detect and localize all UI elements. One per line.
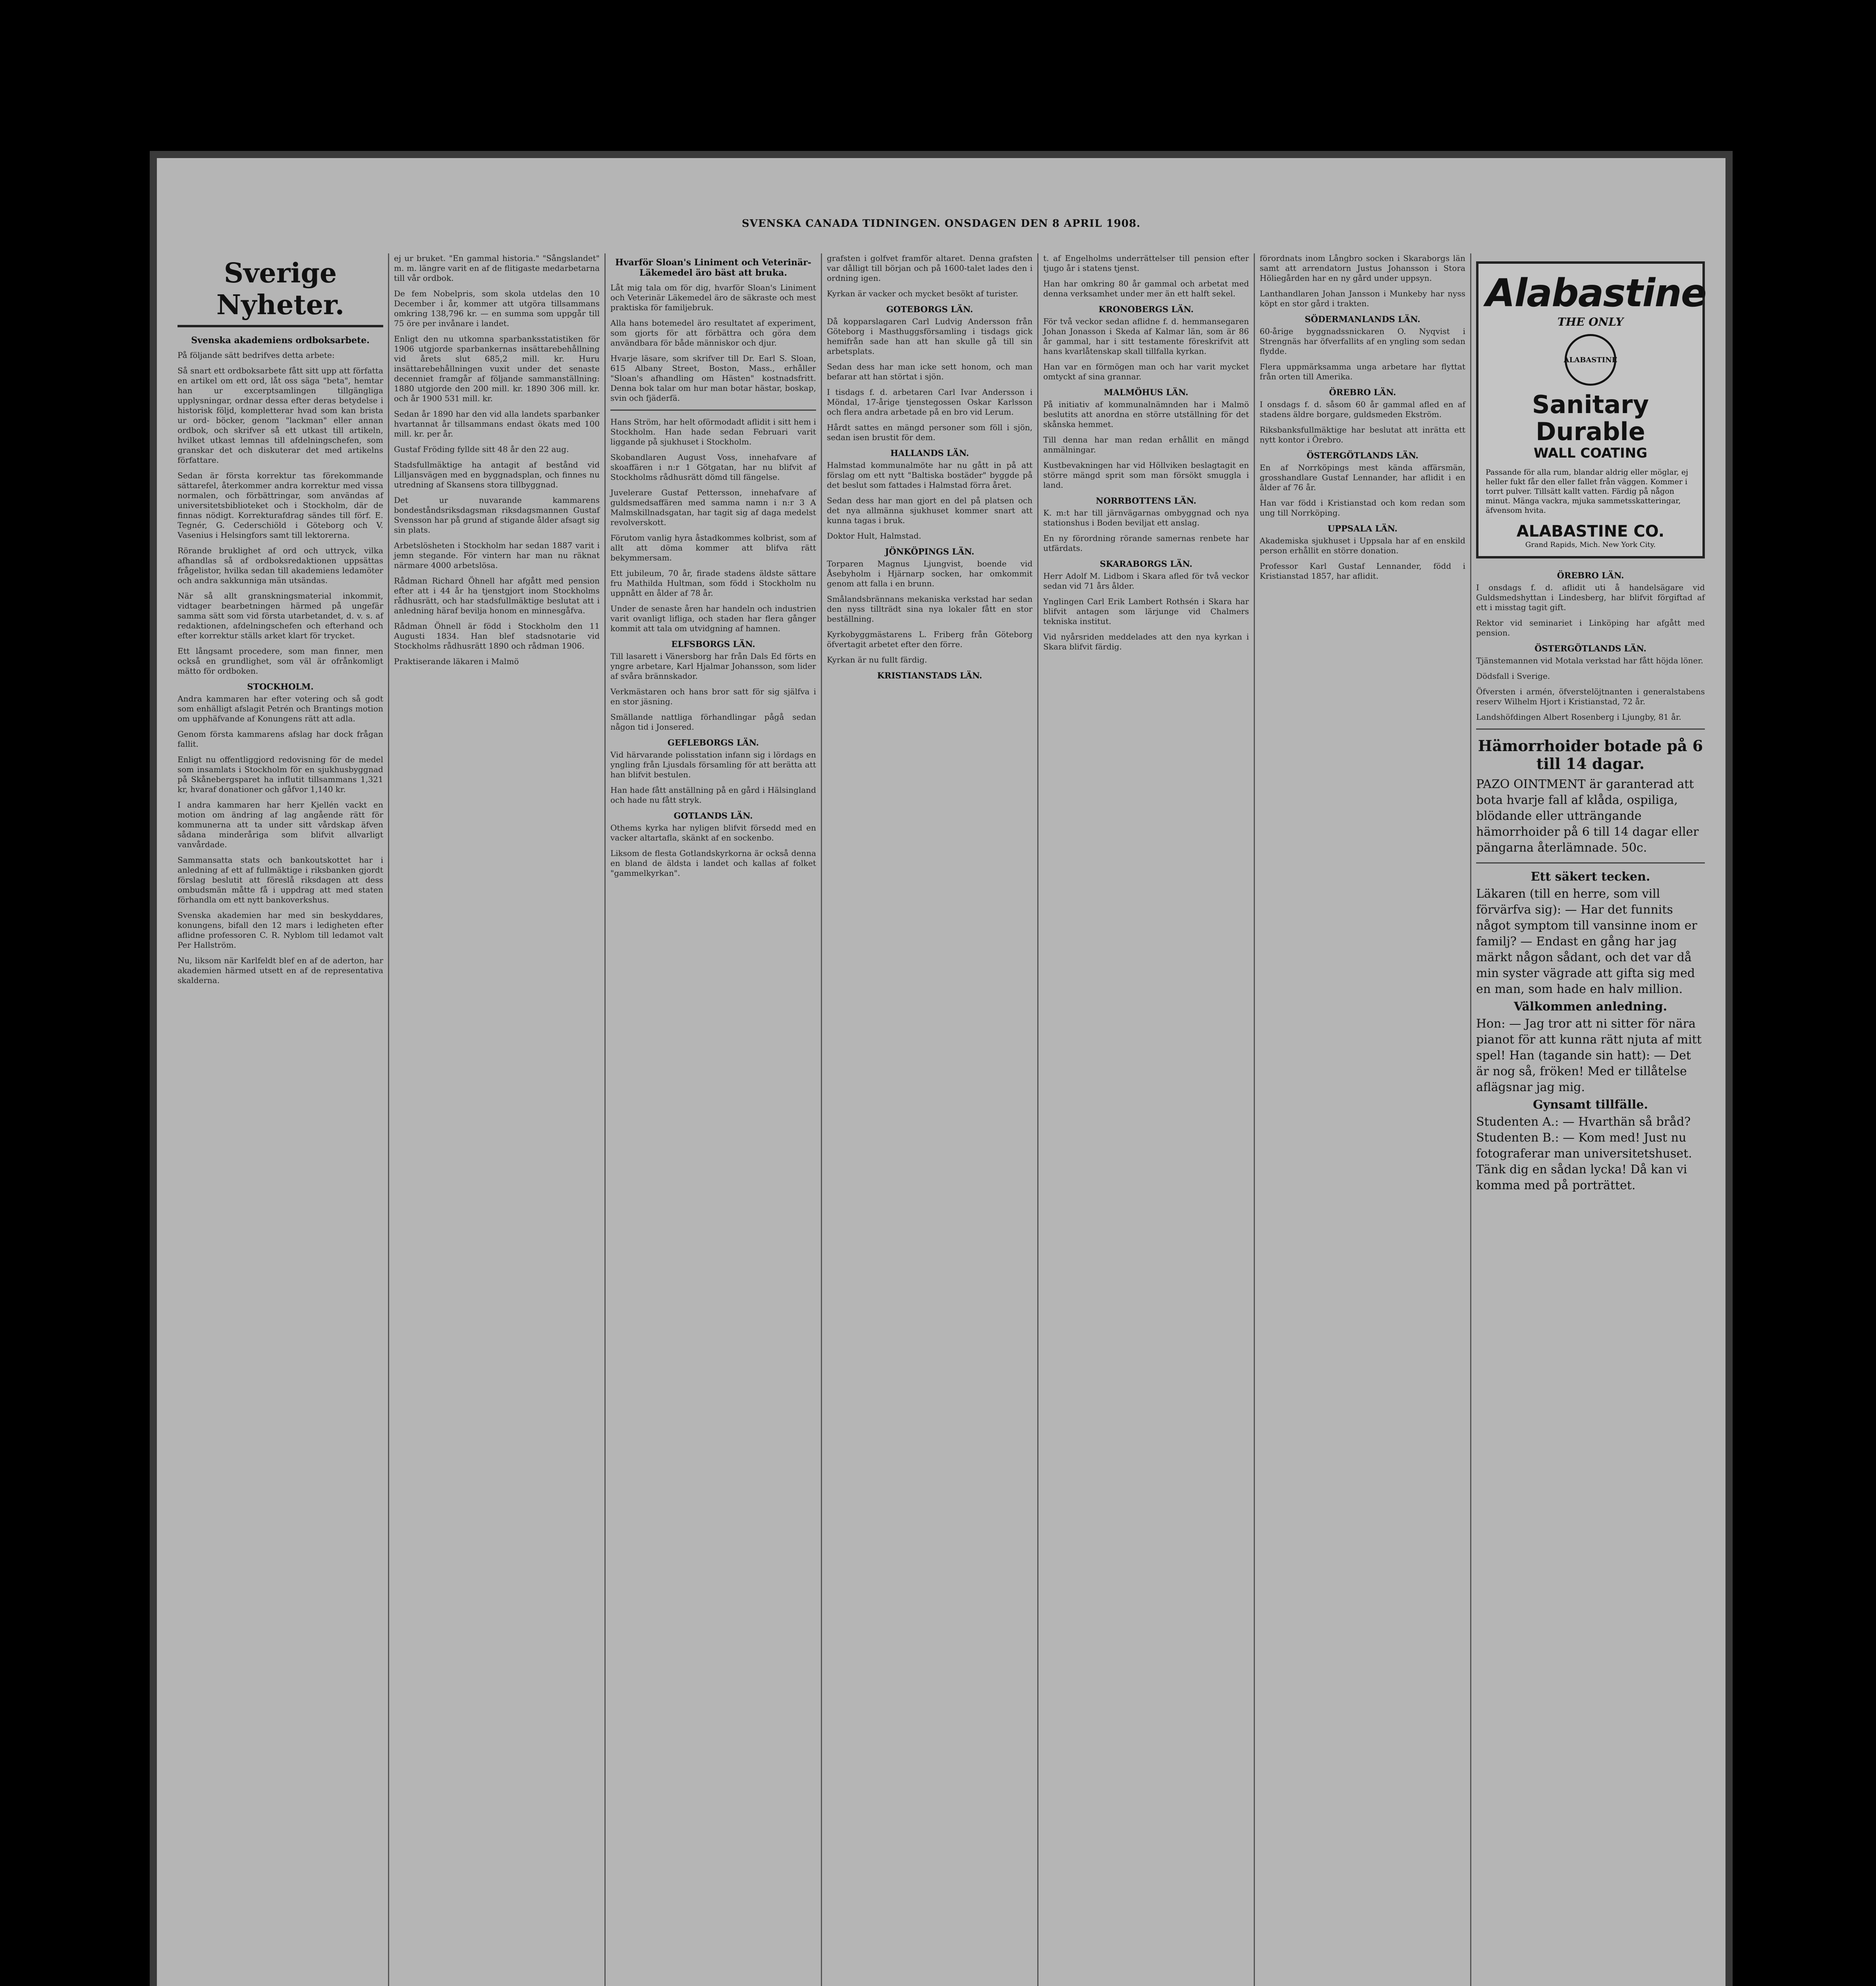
section-subhead: UPPSALA LÄN. xyxy=(1328,524,1397,533)
paragraph: Rektor vid seminariet i Linköping har afgått med pension. xyxy=(1476,618,1705,638)
paragraph: En ny förordning rörande samernas renbete har utfärdats. xyxy=(1043,533,1249,553)
paragraph: I onsdags f. d. såsom 60 år gammal afled en af stadens äldre borgare, guldsmeden Ekström. xyxy=(1260,400,1465,419)
paragraph: Till denna har man redan erhållit en mängd anmälningar. xyxy=(1043,435,1249,454)
paragraph: Då kopparslagaren Carl Ludvig Andersson från Göteborg i Masthuggsförsamling i tisdags gick hemifrån sade han att han skulle gå till sin arbetsplats. xyxy=(827,317,1033,356)
paragraph: Hårdt sattes en mängd personer som föll i sjön, sedan isen brustit för dem. xyxy=(827,423,1033,442)
paragraph: En af Norrköpings mest kända affärsmän, grosshandlare Gustaf Lennander, har aflidit i en ålder af 76 år. xyxy=(1260,463,1465,492)
paragraph: Juvelerare Gustaf Pettersson, innehafvare af guldsmedsaffären med samma namn i n:r 3 A Malmskillnadsgatan, har tagit sig af daga medelst revolverskott. xyxy=(610,488,816,527)
ad-tagline: Sanitary Durable xyxy=(1532,390,1649,446)
section-subhead: GEFLEBORGS LÄN. xyxy=(667,738,759,748)
paragraph: Lanthandlaren Johan Jansson i Munkeby har nyss köpt en stor gård i trakten. xyxy=(1260,289,1465,308)
paragraph: Kyrkan är vacker och mycket besökt af turister. xyxy=(827,289,1019,298)
paragraph: t. af Engelholms underrättelser till pension efter tjugo år i statens tjenst. xyxy=(1043,253,1249,273)
paragraph: Han var en förmögen man och har varit mycket omtyckt af sina grannar. xyxy=(1043,362,1249,381)
section-subhead: GOTLANDS LÄN. xyxy=(674,811,753,821)
paragraph: Svenska akademien har med sin beskyddares, konungens, bifall den 12 mars i ledigheten efter aflidne professoren C. R. Nyblom till ledamot valt Per Hallström. xyxy=(178,910,383,950)
anecdote-body: Studenten A.: — Hvarthän så bråd? Studenten B.: — Kom med! Just nu fotograferar man universitetshuset. Tänk dig en sådan lycka! Då kan vi komma med på porträttet. xyxy=(1476,1115,1692,1192)
paragraph: Ett långsamt procedere, som man finner, men också en grundlighet, som väl är ofrånkomligt mätto för ordboken. xyxy=(178,646,383,676)
column-3 xyxy=(606,253,822,1986)
paragraph: Till lasarett i Vänersborg har från Dals Ed förts en yngre arbetare, Karl Hjalmar Johansson, som lider af svåra brännskador. xyxy=(610,651,816,681)
ad-tagline: THE ONLY xyxy=(1557,315,1624,328)
paragraph: Så snart ett ordboksarbete fått sitt upp att författa en artikel om ett ord, låt oss säga "beta", hemtar han ur excerptsamlingen tillgängliga upplysningar, ordnar dessa efter deras betydelse i historisk följd, kompletterar hvad som kan brista ur ord- böcker, genom "lackman" eller annan ordbok, och skrifver så ett utkast till artikeln, hvilket utkast lemnas till afdelningschefen, som granskar det och diskuterar det med artikelns författare. xyxy=(178,366,383,465)
paragraph: Rådman Öhnell är född i Stockholm den 11 Augusti 1834. Han blef stadsnotarie vid Stockholms rådhusrätt 1890 och rådman 1906. xyxy=(394,621,600,651)
section-subhead: KRISTIANSTADS LÄN. xyxy=(877,670,982,680)
paragraph: Praktiserande läkaren i Malmö xyxy=(394,657,519,666)
paragraph: Tjänstemannen vid Motala verkstad har fått höjda löner. xyxy=(1476,656,1703,665)
paragraph: Doktor Hult, Halmstad. xyxy=(827,531,921,541)
paragraph: Förutom vanlig hyra åstadkommes kolbrist, som af allt att döma kommer att blifva rätt bekymmersam. xyxy=(610,533,816,562)
paragraph: K. m:t har till järnvägarnas ombyggnad och nya stationshus i Boden beviljat ett anslag. xyxy=(1043,508,1249,527)
paragraph: Landshöfdingen Albert Rosenberg i Ljungby, 81 år. xyxy=(1476,712,1681,722)
paragraph: Enligt den nu utkomna sparbanksstatistiken för 1906 utgjorde sparbankernas insättarebehållning vid årets slut 685,2 mill. kr. Huru insättarebehållningen vuxit under det senaste decenniet framgår af följande sammanställning: 1880 utgjorde den 200 mill. kr. 1890 306 mill. kr. och år 1900 531 mill. kr. xyxy=(394,334,600,403)
paragraph: I tisdags f. d. arbetaren Carl Ivar Andersson i Möndal, 17-årige tjenstegossen Oskar Karlsson och flera andra arbetade på en bro vid Lerum. xyxy=(827,387,1033,417)
column-5 xyxy=(1038,253,1255,1986)
pazo-ad-body: PAZO OINTMENT är garanterad att bota hvarje fall af klåda, ospiliga, blödande eller utträngande hämorrhoider på 6 till 14 dagar eller pängarna återlämnade. 50c. xyxy=(1476,777,1699,855)
section-subhead: SÖDERMANLANDS LÄN. xyxy=(1305,314,1421,324)
paragraph: Andra kammaren har efter votering och så godt som enhälligt afslagit Petrén och Brantings motion om upphäfvande af Konungens rätt att adla. xyxy=(178,694,383,723)
paragraph: Smällande nattliga förhandlingar pågå sedan någon tid i Jonsered. xyxy=(610,712,816,732)
anecdote-body: Hon: — Jag tror att ni sitter för nära pianot för att kunna rätt njuta af mitt spel! Han (tagande sin hatt): — Det är nog så, fröken! Med er tillåtelse aflägsnar jag mig. xyxy=(1476,1017,1702,1094)
paragraph: ej ur bruket. "En gammal historia." "Sångslandet" m. m. längre varit en af de flitigaste medarbetarna till vår ordbok. xyxy=(394,253,600,283)
column-1 xyxy=(173,253,389,1986)
paragraph: De fem Nobelpris, som skola utdelas den 10 December i år, kommer att utgöra tillsammans omkring 138,796 kr. — en summa som uppgår till 75 öre per invånare i landet. xyxy=(394,289,600,328)
paragraph: Ett jubileum, 70 år, firade stadens äldste sättare fru Mathilda Hultman, som född i Stockholm nu uppnått en ålder af 78 år. xyxy=(610,568,816,598)
section-subhead: GOTEBORGS LÄN. xyxy=(886,304,973,314)
paragraph: Sammansatta stats och bankoutskottet har i anledning af ett af fullmäktige i riksbanken gjordt förslag beslutit att föreslå riksdagen att dess ombudsmän måtte få i uppdrag att med staten förhandla om ett nytt bankoverkshus. xyxy=(178,855,383,904)
ad-tagline: WALL COATING xyxy=(1533,445,1648,461)
paragraph: Arbetslösheten i Stockholm har sedan 1887 varit i jemn stegande. För vintern har man nu räknat närmare 4000 arbetslösa. xyxy=(394,541,600,570)
divider xyxy=(1476,728,1705,730)
paragraph: Flera uppmärksamma unga arbetare har flyttat från orten till Amerika. xyxy=(1260,362,1465,381)
paragraph: Herr Adolf M. Lidbom i Skara afled för två veckor sedan vid 71 års ålder. xyxy=(1043,571,1249,591)
paragraph: Sedan är första korrektur tas förekommande sättarefel, återkommer andra korrektur med vissa normalen, och förbättringar, som användas af universitetsbiblioteket och i Stockholm, där de finnas nödigt. Korrekturafdrag sändes till förf. E. Tegnér, G. Cederschiöld i Göteborg och V. Vasenius i Helsingfors samt till lektorerna. xyxy=(178,471,383,540)
paragraph: Halmstad kommunalmöte har nu gått in på att förslag om ett nytt "Baltiska bostäder" byggde på det beslut som fattades i Halmstad förra året. xyxy=(827,460,1033,490)
paragraph: Han har omkring 80 år gammal och arbetat med denna verksamhet under mer än ett halft sekel. xyxy=(1043,279,1249,298)
alabastine-advertisement xyxy=(1476,261,1705,558)
paragraph: På följande sätt bedrifves detta arbete: xyxy=(178,350,335,360)
divider xyxy=(1476,862,1705,864)
paragraph: Kyrkan är nu fullt färdig. xyxy=(827,655,927,665)
paragraph: Hans Ström, har helt oförmodadt aflidit i sitt hem i Stockholm. Han hade sedan Februari varit liggande på sjukhuset i Stockholm. xyxy=(610,417,816,446)
paragraph: Under de senaste åren har handeln och industrien varit ovanligt lifliga, och staden har flera gånger kommit att tala om utvidgning af hamnen. xyxy=(610,604,816,633)
column-6 xyxy=(1255,253,1471,1986)
paragraph: Rörande bruklighet af ord och uttryck, vilka afhandlas så af ordboksredaktionen uppsättas frågelistor, hvilka sedan till akademiens ledamöter och andra sakkunniga män utsändas. xyxy=(178,546,383,585)
ad-brand: Alabastine xyxy=(1486,271,1706,315)
column-7 xyxy=(1471,253,1710,1986)
paragraph: Enligt nu offentliggjord redovisning för de medel som insamlats i Stockholm för en sjukhusbyggnad på Skånebergsparet ha influtit tillsammans 1,321 kr, hvaraf donationer och gåfvor 1,140 kr. xyxy=(178,755,383,794)
column-4 xyxy=(822,253,1038,1986)
paragraph: Othems kyrka har nyligen blifvit försedd med en vacker altartafla, skänkt af en sockenbo. xyxy=(610,823,816,842)
section-subhead: ÖSTERGÖTLANDS LÄN. xyxy=(1534,643,1646,653)
paragraph: grafsten i golfvet framför altaret. Denna grafsten var dålligt till början och på 1600-talet lades den i ordning igen. xyxy=(827,253,1033,283)
paragraph: Riksbanksfullmäktige har beslutat att inrätta ett nytt kontor i Örebro. xyxy=(1260,425,1465,444)
section-subhead: ÖSTERGÖTLANDS LÄN. xyxy=(1307,450,1419,460)
section-subhead: ELFSBORGS LÄN. xyxy=(671,639,755,649)
paragraph: Nu, liksom när Karlfeldt blef en af de aderton, har akademien härmed utsett en af de representativa skalderna. xyxy=(178,956,383,985)
paragraph: När så allt granskningsmaterial inkommit, vidtager bearbetningen härmed på ungefär samma sätt som vid första utarbetandet, d. v. s. af redaktionen, afdelningschefen och efterhand och efter korrektur ställs arket klart för trycket. xyxy=(178,591,383,640)
section-subhead: MALMÖHUS LÄN. xyxy=(1104,387,1189,397)
paragraph: Låt mig tala om för dig, hvarför Sloan's Liniment och Veterinär Läkemedel äro de säkraste och mest praktiska för familjebruk. xyxy=(610,283,816,312)
paragraph: 60-årige byggnadssnickaren O. Nyqvist i Strengnäs har öfverfallits af en yngling som sedan flydde. xyxy=(1260,326,1465,356)
paragraph: Öfversten i armén, öfverstelöjtnanten i generalstabens reserv Wilhelm Hjort i Kristianstad, 72 år. xyxy=(1476,687,1705,706)
section-subhead: STOCKHOLM. xyxy=(247,682,314,692)
section-subhead: NORRBOTTENS LÄN. xyxy=(1096,496,1197,506)
masthead: SVENSKA CANADA TIDNINGEN. ONSDAGEN DEN 8 APRIL 1908. xyxy=(742,218,1141,230)
paragraph: Akademiska sjukhuset i Uppsala har af en enskild person erhållit en större donation. xyxy=(1260,536,1465,555)
section-title: Sverige Nyheter. xyxy=(178,257,383,327)
paragraph: Det ur nuvarande kammarens bondeståndsriksdagsman riksdagsmannen Gustaf Svensson har på grund af stigande ålder afsagt sig sin plats. xyxy=(394,495,600,535)
paragraph: Kyrkobyggmästarens L. Friberg från Göteborg öfvertagit arbetet efter den förre. xyxy=(827,630,1033,649)
anecdote-body: Läkaren (till en herre, som vill förvärfva sig): — Har det funnits något symptom till vansinne inom er familj? — Endast en gång har jag märkt någon sådant, och det var då min syster vägrade att gifta sig med en man, som hade en halv million. xyxy=(1476,887,1697,996)
pazo-ad-headline: Hämorrhoider botade på 6 till 14 dagar. xyxy=(1478,737,1703,773)
paragraph: Stadsfullmäktige ha antagit af bestånd vid Lilljansvägen med en byggnadsplan, och finnes nu utredning af Skansens stora tillbyggnad. xyxy=(394,460,600,489)
paragraph: På initiativ af kommunalnämnden har i Malmö beslutits att anordna en större utställning för det skånska hemmet. xyxy=(1043,400,1249,429)
ad-logo: ALABASTINE xyxy=(1565,334,1616,386)
paragraph: Sedan år 1890 har den vid alla landets sparbanker hvartannat år tillsammans endast ökats med 100 mill. kr. per år. xyxy=(394,409,600,439)
paragraph: Vid härvarande polisstation infann sig i lördags en yngling från Ljusdals församling för att berätta att han blifvit bestulen. xyxy=(610,750,816,779)
anecdote-title: Gynsamt tillfälle. xyxy=(1533,1098,1648,1112)
paragraph: Hvarje läsare, som skrifver till Dr. Earl S. Sloan, 615 Albany Street, Boston, Mass., erhåller "Sloan's afhandling om Hästen" kostnadsfritt. Denna bok talar om hur man botar hästar, boskap, svin och fjäderfä. xyxy=(610,354,816,403)
divider xyxy=(610,410,816,411)
section-subhead: JÖNKÖPINGS LÄN. xyxy=(885,547,975,556)
paragraph: Rådman Richard Öhnell har afgått med pension efter att i 44 år ha tjenstgjort inom Stockholms rådhusrätt, och har stadsfullmäktige beslutat att i anledning häraf bevilja honom en minnesgåfva. xyxy=(394,576,600,615)
paragraph: förordnats inom Långbro socken i Skaraborgs län samt att arrendatorn Justus Johansson i Stora Höliegården har en ny gård under uppsyn. xyxy=(1260,253,1465,283)
section-subhead: ÖREBRO LÄN. xyxy=(1557,570,1624,580)
anecdote-title: Ett säkert tecken. xyxy=(1531,870,1650,884)
anecdote-title: Välkommen anledning. xyxy=(1513,1000,1668,1014)
paragraph: Han var född i Kristianstad och kom redan som ung till Norrköping. xyxy=(1260,498,1465,518)
paragraph: Sedan dess har man icke sett honom, och man befarar att han störtat i sjön. xyxy=(827,362,1033,381)
paragraph: För två veckor sedan aflidne f. d. hemmansegaren Johan Jonasson i Skeda af Kalmar län, som är 86 år gammal, har i sitt testamente föreskrifvit att hans kvarlåtenskap skall tillfalla kyrkan. xyxy=(1043,317,1249,356)
paragraph: Vid nyårsriden meddelades att den nya kyrkan i Skara blifvit färdig. xyxy=(1043,632,1249,651)
paragraph: Han hade fått anställning på en gård i Hälsingland och hade nu fått stryk. xyxy=(610,785,816,805)
paragraph: Sedan dess har man gjort en del på platsen och det nya allmänna sjukhuset kommer snart att kunna tagas i bruk. xyxy=(827,496,1033,525)
paragraph: Torparen Magnus Ljungvist, boende vid Åsebyholm i Hjärnarp socken, har omkommit genom att falla i en brunn. xyxy=(827,559,1033,588)
section-subhead: KRONOBERGS LÄN. xyxy=(1098,304,1194,314)
paragraph: I onsdags f. d. aflidit uti å handelsägare vid Guldsmedshyttan i Lindesberg, har blifvit förgiftad af ett i misstag tagit gift. xyxy=(1476,583,1705,612)
headline: Hvarför Sloan's Liniment och Veterinär-Läkemedel äro bäst att bruka. xyxy=(615,257,811,278)
column-2 xyxy=(389,253,606,1986)
paragraph: Verkmästaren och hans bror satt för sig själfva i en stor jäsning. xyxy=(610,687,816,706)
paragraph: Dödsfall i Sverige. xyxy=(1476,671,1550,681)
section-subhead: ÖREBRO LÄN. xyxy=(1329,387,1396,397)
ad-address: Grand Rapids, Mich. New York City. xyxy=(1525,541,1656,549)
paragraph: Ynglingen Carl Erik Lambert Rothsén i Skara har blifvit antagen som lärjunge vid Chalmers tekniska institut. xyxy=(1043,597,1249,626)
ad-body: Passande för alla rum, blandar aldrig eller möglar, ej heller fukt får den eller fallet från väggen. Kommer i torrt pulver. Tillsätt kallt vatten. Färdig på någon minut. Mänga vackra, mjuka sammetsskatteringar, äfvensom hvita. xyxy=(1486,468,1688,515)
ad-company: ALABASTINE CO. xyxy=(1516,522,1665,541)
paragraph: Smålandsbrännans mekaniska verkstad har sedan den nyss tillträdt sina nya lokaler fått en stor beställning. xyxy=(827,594,1033,624)
paragraph: Alla hans botemedel äro resultatet af experiment, som gjorts för att förbättra och göra dem användbara för både människor och djur. xyxy=(610,318,816,348)
paragraph: Liksom de flesta Gotlandskyrkorna är också denna en bland de äldsta i landet och kallas af folket "gammelkyrkan". xyxy=(610,848,816,878)
paragraph: Skobandlaren August Voss, innehafvare af skoaffären i n:r 1 Götgatan, har nu blifvit af Stockholms rådhusrätt dömd till fängelse. xyxy=(610,452,816,482)
section-subhead: SKARABORGS LÄN. xyxy=(1100,559,1193,569)
newspaper-page xyxy=(157,158,1725,1986)
paragraph: Gustaf Fröding fyllde sitt 48 år den 22 aug. xyxy=(394,444,569,454)
paragraph: Kustbevakningen har vid Höllviken beslagtagit en större mängd sprit som man försökt smuggla i land. xyxy=(1043,460,1249,490)
headline: Svenska akademiens ordboksarbete. xyxy=(191,335,370,346)
paragraph: Professor Karl Gustaf Lennander, född i Kristianstad 1857, har aflidit. xyxy=(1260,561,1465,581)
paragraph: I andra kammaren har herr Kjellén vackt en motion om ändring af lag angående rätt för kommunerna att ta under sitt vårdskap äfven sådana minderåriga som blifvit allvarligt vanvårdade. xyxy=(178,800,383,849)
section-subhead: HALLANDS LÄN. xyxy=(890,448,969,458)
paragraph: Genom första kammarens afslag har dock frågan fallit. xyxy=(178,729,383,749)
